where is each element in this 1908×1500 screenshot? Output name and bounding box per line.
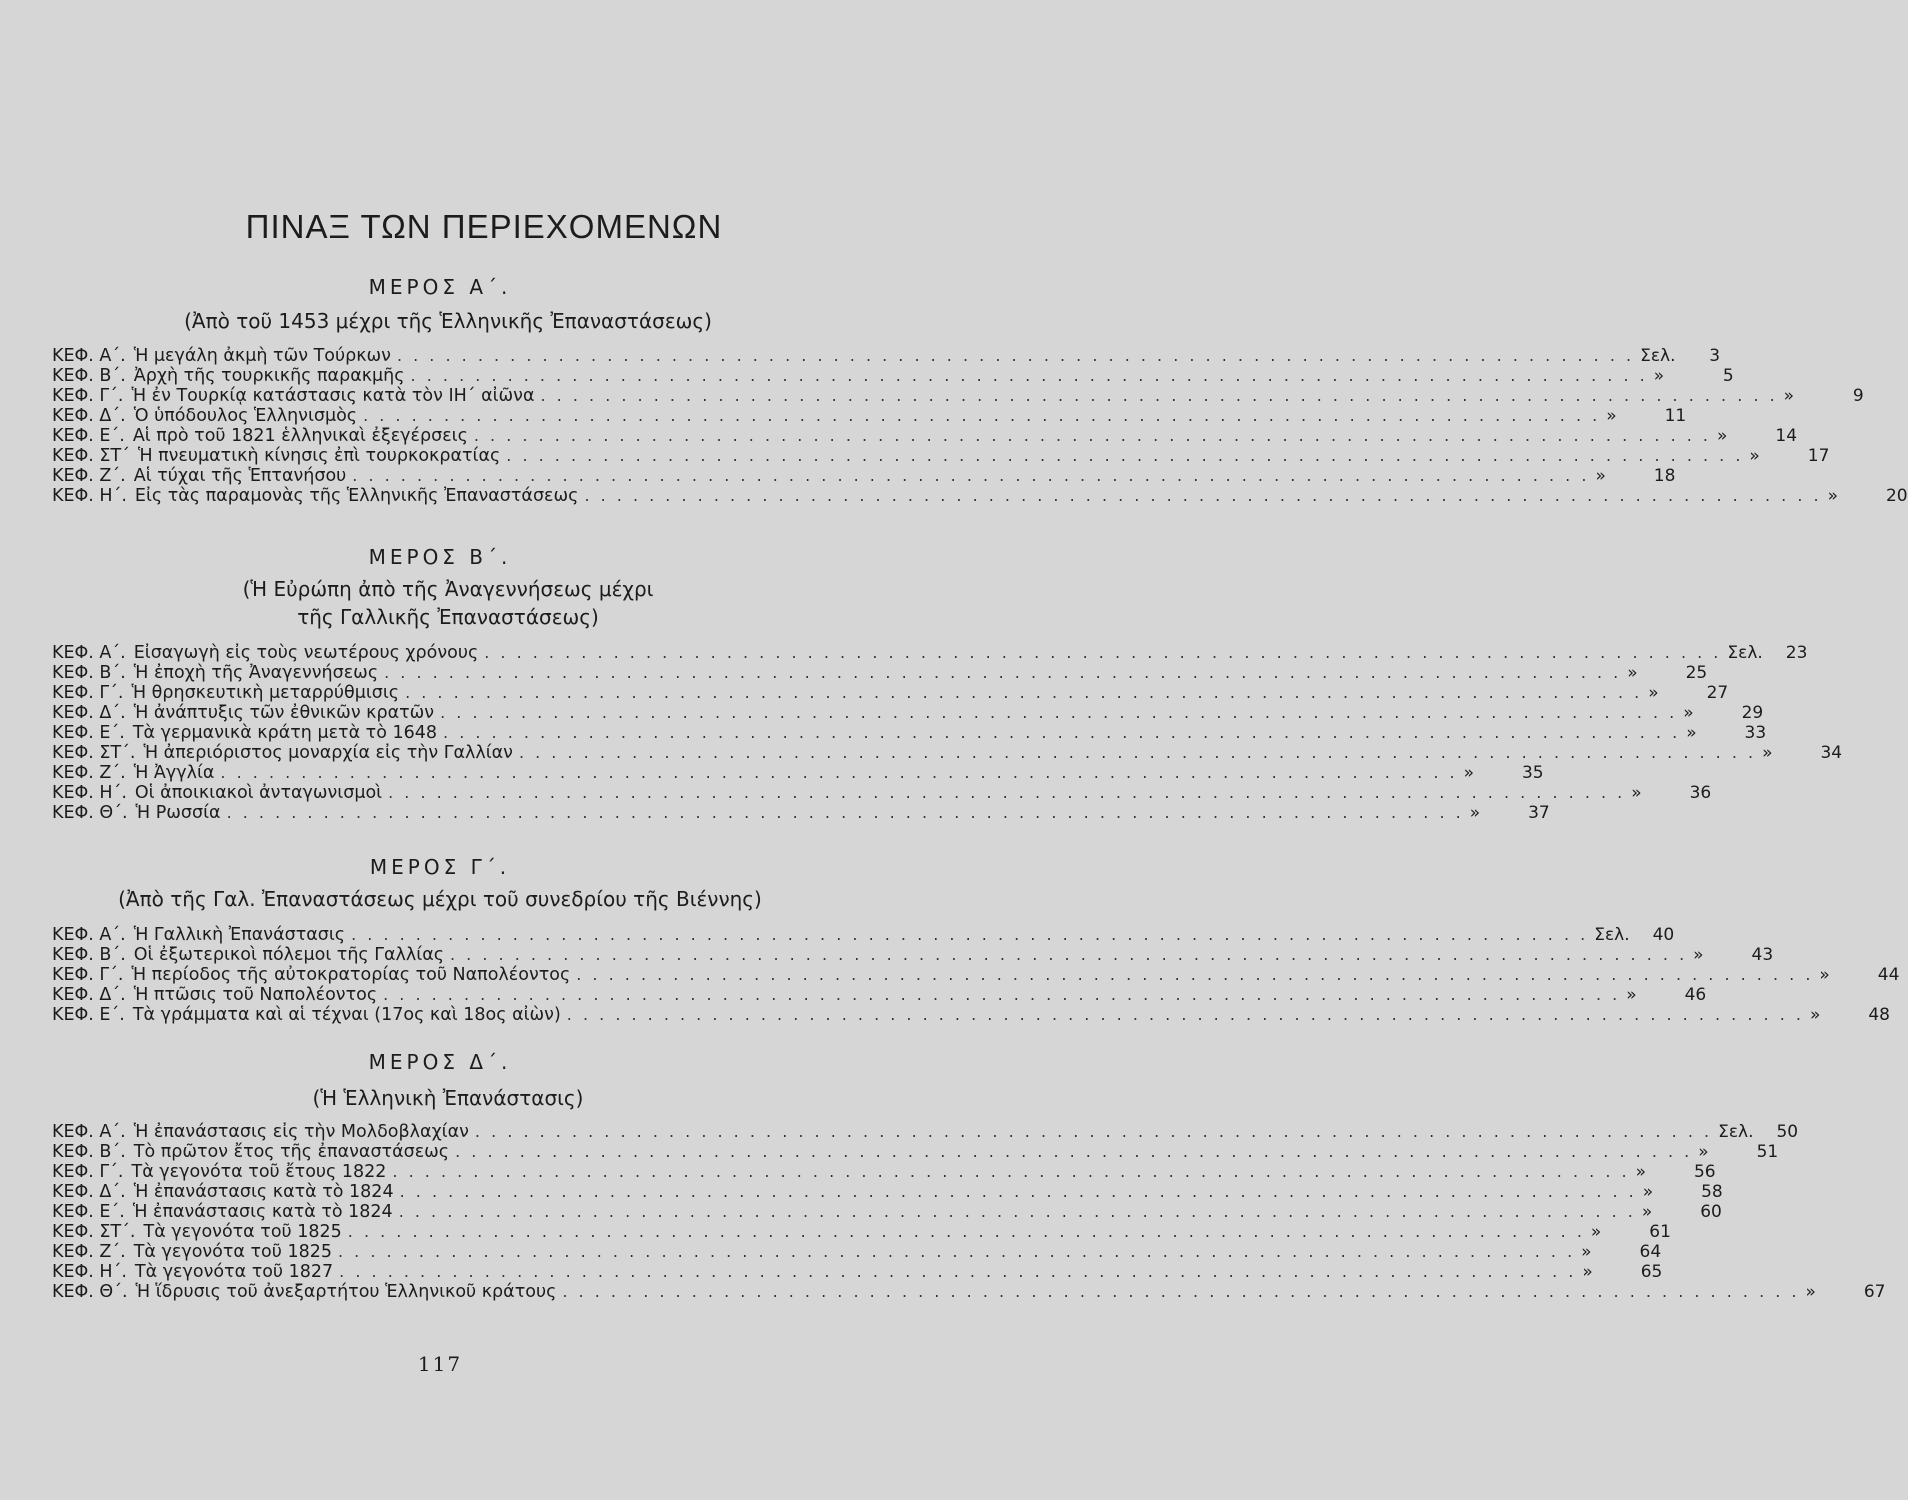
chapter-number: ΚΕΦ. Ε΄.	[52, 426, 125, 446]
part-a-heading: ΜΕΡΟΣ Α΄.	[368, 275, 512, 299]
page-marker: »	[1683, 703, 1694, 723]
toc-entry[interactable]	[52, 683, 1729, 703]
chapter-number: ΚΕΦ. Β΄.	[52, 945, 126, 965]
chapter-title: Ἡ πτῶσις τοῦ Ναπολέοντος	[133, 985, 378, 1005]
page-ref: 36	[1689, 783, 1712, 803]
part-a-toc	[52, 346, 1908, 506]
toc-entry[interactable]	[52, 703, 1764, 723]
chapter-title: Ἡ Γαλλικὴ Ἐπανάστασις	[133, 925, 346, 945]
toc-entry[interactable]	[52, 466, 1676, 486]
toc-entry[interactable]	[52, 346, 1721, 366]
page-marker: »	[1582, 1262, 1593, 1282]
part-d-toc	[52, 1122, 1886, 1302]
part-c-toc	[52, 925, 1900, 1025]
chapter-title: Εἰς τὰς παραμονὰς τῆς Ἑλληνικῆς Ἐπαναστάσεως	[134, 486, 579, 506]
page-ref: 65	[1640, 1262, 1663, 1282]
dot-leader	[469, 1122, 1712, 1142]
page-marker: »	[1469, 803, 1481, 823]
page-marker: Σελ.	[1640, 346, 1676, 366]
dot-leader	[444, 945, 1687, 965]
page-ref: 61	[1649, 1222, 1671, 1242]
dot-leader	[382, 783, 1625, 803]
page-ref: 33	[1744, 723, 1767, 743]
page-marker: »	[1463, 763, 1474, 783]
dot-leader	[345, 925, 1588, 945]
toc-entry[interactable]	[52, 763, 1544, 783]
chapter-title: Αἱ πρὸ τοῦ 1821 ἑλληνικαὶ ἐξεγέρσεις	[132, 426, 468, 446]
chapter-number: ΚΕΦ. ΣΤ΄.	[52, 1222, 136, 1242]
dot-leader	[434, 703, 1677, 723]
chapter-number: ΚΕΦ. Γ΄.	[52, 965, 124, 985]
page-ref: 37	[1528, 803, 1550, 823]
page-marker: »	[1627, 663, 1638, 683]
toc-entry[interactable]	[52, 1122, 1799, 1142]
page-ref: 60	[1700, 1202, 1722, 1222]
toc-entry[interactable]	[52, 803, 1550, 823]
page-marker: »	[1717, 426, 1728, 446]
page-title: ΠΙΝΑΞ ΤΩΝ ΠΕΡΙΕΧΟΜΕΝΩΝ	[245, 208, 723, 245]
page-marker: »	[1749, 446, 1760, 466]
chapter-number: ΚΕΦ. Α΄.	[52, 346, 126, 366]
page-ref: 3	[1709, 346, 1721, 366]
page-marker: Σελ.	[1594, 925, 1630, 945]
page-ref: 18	[1653, 466, 1676, 486]
chapter-number: ΚΕΦ. Ζ΄.	[52, 466, 126, 486]
page-ref: 64	[1639, 1242, 1662, 1262]
toc-entry[interactable]	[52, 723, 1767, 743]
chapter-title: Ἡ ἐποχὴ τῆς Ἀναγεννήσεως	[133, 663, 379, 683]
page-marker: »	[1631, 783, 1642, 803]
dot-leader	[386, 1162, 1629, 1182]
page-marker: »	[1762, 743, 1773, 763]
dot-leader	[405, 366, 1648, 386]
page-marker: »	[1783, 386, 1795, 406]
toc-entry[interactable]	[52, 446, 1830, 466]
page-marker: »	[1686, 723, 1697, 743]
page-marker: Σελ.	[1718, 1122, 1754, 1142]
chapter-number: ΚΕΦ. Ε΄.	[52, 723, 125, 743]
dot-leader	[377, 985, 1620, 1005]
chapter-title: Ἡ μεγάλη ἀκμὴ τῶν Τούρκων	[133, 346, 391, 366]
chapter-number: ΚΕΦ. Η΄.	[52, 783, 127, 803]
chapter-number: ΚΕΦ. Δ΄.	[52, 985, 126, 1005]
chapter-number: ΚΕΦ. Ζ΄.	[52, 763, 126, 783]
chapter-title: Οἱ ἐξωτερικοὶ πόλεμοι τῆς Γαλλίας	[133, 945, 444, 965]
chapter-number: ΚΕΦ. Γ΄.	[52, 683, 124, 703]
chapter-number: ΚΕΦ. ΣΤ΄	[52, 446, 130, 466]
page-ref: 23	[1785, 643, 1808, 663]
chapter-title: Ἡ ἐπανάστασις εἰς τὴν Μολδοβλαχίαν	[133, 1122, 469, 1142]
page-marker: »	[1595, 466, 1606, 486]
dot-leader	[342, 1222, 1585, 1242]
dot-leader	[346, 466, 1589, 486]
dot-leader	[535, 386, 1778, 406]
part-b-subtitle-line-2: τῆς Γαλλικῆς Ἐπαναστάσεως)	[297, 605, 599, 629]
chapter-number: ΚΕΦ. Ε΄.	[52, 1202, 125, 1222]
page-ref: 43	[1751, 945, 1774, 965]
chapter-title: Ἡ ἐν Τουρκίᾳ κατάστασις κατὰ τὸν ΙΗ΄ αἰῶνα	[131, 386, 535, 406]
part-b-subtitle-line-1: (Ἡ Εὐρώπη ἀπὸ τῆς Ἀναγεννήσεως μέχρι	[242, 577, 654, 601]
toc-entry[interactable]	[52, 643, 1808, 663]
dot-leader	[468, 426, 1711, 446]
toc-entry[interactable]	[52, 406, 1687, 426]
chapter-number: ΚΕΦ. Η΄.	[52, 1262, 127, 1282]
page-marker: »	[1635, 1162, 1646, 1182]
page-marker: »	[1819, 965, 1830, 985]
chapter-title: Ἡ ἵδρυσις τοῦ ἀνεξαρτήτου Ἑλληνικοῦ κράτους	[135, 1282, 557, 1302]
dot-leader	[221, 803, 1464, 823]
dot-leader	[357, 406, 1600, 426]
chapter-number: ΚΕΦ. Δ΄.	[52, 406, 126, 426]
page-marker: Σελ.	[1727, 643, 1763, 663]
part-a-subtitle: (Ἀπὸ τοῦ 1453 μέχρι τῆς Ἑλληνικῆς Ἐπαναστάσεως)	[184, 309, 712, 333]
part-c-heading: ΜΕΡΟΣ Γ΄.	[369, 855, 511, 879]
page-marker: »	[1642, 1182, 1654, 1202]
dot-leader	[500, 446, 1743, 466]
toc-entry[interactable]	[52, 925, 1675, 945]
dot-leader	[391, 346, 1634, 366]
chapter-title: Τὰ γεγονότα τοῦ 1825	[143, 1222, 342, 1242]
chapter-title: Τὰ γράμματα καὶ αἱ τέχναι (17ος καὶ 18ος αἰὼν)	[132, 1005, 561, 1025]
page-ref: 9	[1852, 386, 1864, 406]
dot-leader	[578, 486, 1821, 506]
page-ref: 11	[1664, 406, 1687, 426]
page-marker: »	[1698, 1142, 1709, 1162]
toc-entry[interactable]	[52, 1202, 1722, 1222]
chapter-title: Τὰ γερμανικὰ κράτη μετὰ τὸ 1648	[132, 723, 438, 743]
dot-leader	[333, 1262, 1576, 1282]
chapter-number: ΚΕΦ. Α΄.	[52, 643, 126, 663]
chapter-number: ΚΕΦ. Β΄.	[52, 1142, 126, 1162]
chapter-number: ΚΕΦ. Γ΄.	[52, 386, 124, 406]
page-ref: 34	[1820, 743, 1843, 763]
page-ref: 50	[1776, 1122, 1799, 1142]
dot-leader	[556, 1282, 1799, 1302]
page-ref: 46	[1684, 985, 1707, 1005]
part-d-subtitle: (Ἡ Ἑλληνικὴ Ἐπανάστασις)	[312, 1086, 584, 1110]
toc-entry[interactable]	[52, 486, 1908, 506]
page-ref: 25	[1685, 663, 1708, 683]
page-ref: 48	[1868, 1005, 1890, 1025]
toc-entry[interactable]	[52, 1005, 1890, 1025]
page-ref: 5	[1722, 366, 1734, 386]
page-marker: »	[1626, 985, 1637, 1005]
chapter-title: Ὁ ὑπόδουλος Ἑλληνισμὸς	[133, 406, 358, 426]
chapter-title: Ἡ ἐπανάστασις κατὰ τὸ 1824	[132, 1202, 393, 1222]
toc-entry[interactable]	[52, 1222, 1671, 1242]
part-b-toc	[52, 643, 1843, 823]
chapter-title: Οἱ ἀποικιακοὶ ἀνταγωνισμοὶ	[134, 783, 383, 803]
page-ref: 20	[1885, 486, 1908, 506]
chapter-title: Ἡ ἀνάπτυξις τῶν ἐθνικῶν κρατῶν	[133, 703, 435, 723]
page-marker: »	[1648, 683, 1659, 703]
toc-entry[interactable]	[52, 1282, 1886, 1302]
toc-entry[interactable]	[52, 366, 1734, 386]
page-ref: 56	[1693, 1162, 1716, 1182]
toc-entry[interactable]	[52, 426, 1798, 446]
chapter-number: ΚΕΦ. Α΄.	[52, 925, 126, 945]
toc-entry[interactable]	[52, 1262, 1663, 1282]
dot-leader	[399, 683, 1642, 703]
dot-leader	[449, 1142, 1692, 1162]
dot-leader	[393, 1202, 1636, 1222]
dot-leader	[332, 1242, 1575, 1262]
chapter-number: ΚΕΦ. Ζ΄.	[52, 1242, 126, 1262]
page-ref: 14	[1775, 426, 1798, 446]
page-ref: 17	[1807, 446, 1830, 466]
page-ref: 58	[1701, 1182, 1723, 1202]
page-marker: »	[1653, 366, 1665, 386]
chapter-title: Τὰ γεγονότα τοῦ 1827	[134, 1262, 334, 1282]
chapter-number: ΚΕΦ. Δ΄.	[52, 1182, 126, 1202]
toc-entry[interactable]	[52, 985, 1707, 1005]
chapter-title: Τὸ πρῶτον ἔτος τῆς ἐπαναστάσεως	[133, 1142, 450, 1162]
dot-leader	[437, 723, 1680, 743]
chapter-number: ΚΕΦ. ΣΤ΄.	[52, 743, 136, 763]
page-marker: »	[1590, 1222, 1602, 1242]
page-number: 117	[417, 1352, 463, 1376]
chapter-number: ΚΕΦ. Α΄.	[52, 1122, 126, 1142]
page-ref: 44	[1877, 965, 1900, 985]
chapter-title: Τὰ γεγονότα τοῦ 1825	[133, 1242, 332, 1262]
chapter-number: ΚΕΦ. Θ΄.	[52, 1282, 128, 1302]
chapter-title: Τὰ γεγονότα τοῦ ἔτους 1822	[131, 1162, 387, 1182]
chapter-number: ΚΕΦ. Ε΄.	[52, 1005, 125, 1025]
part-b-heading: ΜΕΡΟΣ Β΄.	[368, 545, 512, 569]
page-ref: 51	[1756, 1142, 1779, 1162]
page-ref: 67	[1863, 1282, 1886, 1302]
chapter-number: ΚΕΦ. Β΄.	[52, 366, 126, 386]
page-marker: »	[1581, 1242, 1592, 1262]
page-marker: »	[1805, 1282, 1816, 1302]
chapter-title: Ἡ Ἀγγλία	[133, 763, 215, 783]
part-c-subtitle: (Ἀπὸ τῆς Γαλ. Ἐπαναστάσεως μέχρι τοῦ συνεδρίου τῆς Βιέννης)	[118, 887, 762, 911]
page-ref: 35	[1521, 763, 1544, 783]
toc-entry[interactable]	[52, 945, 1774, 965]
dot-leader	[570, 965, 1813, 985]
page-ref: 27	[1706, 683, 1729, 703]
toc-entry[interactable]	[52, 386, 1864, 406]
page-marker: »	[1827, 486, 1838, 506]
toc-entry[interactable]	[52, 965, 1900, 985]
page-marker: »	[1809, 1005, 1821, 1025]
toc-entry[interactable]	[52, 1142, 1779, 1162]
toc-entry[interactable]	[52, 1182, 1723, 1202]
toc-entry[interactable]	[52, 1162, 1716, 1182]
dot-leader	[394, 1182, 1637, 1202]
chapter-title: Ἡ πνευματικὴ κίνησις ἐπὶ τουρκοκρατίας	[137, 446, 501, 466]
chapter-title: Εἰσαγωγὴ εἰς τοὺς νεωτέρους χρόνους	[133, 643, 479, 663]
page-ref: 40	[1652, 925, 1675, 945]
chapter-number: ΚΕΦ. Η΄.	[52, 486, 127, 506]
chapter-title: Ἡ θρησκευτικὴ μεταρρύθμισις	[131, 683, 400, 703]
page-ref: 29	[1741, 703, 1764, 723]
chapter-number: ΚΕΦ. Θ΄.	[52, 803, 128, 823]
part-d-heading: ΜΕΡΟΣ Δ΄.	[368, 1050, 512, 1074]
chapter-title: Ἡ ἐπανάστασις κατὰ τὸ 1824	[133, 1182, 394, 1202]
chapter-number: ΚΕΦ. Δ΄.	[52, 703, 126, 723]
dot-leader	[513, 743, 1756, 763]
chapter-title: Ἀρχὴ τῆς τουρκικῆς παρακμῆς	[133, 366, 405, 386]
toc-entry[interactable]	[52, 1242, 1662, 1262]
chapter-number: ΚΕΦ. Β΄.	[52, 663, 126, 683]
page-marker: »	[1641, 1202, 1653, 1222]
dot-leader	[561, 1005, 1804, 1025]
dot-leader	[378, 663, 1621, 683]
page-marker: »	[1693, 945, 1704, 965]
dot-leader	[214, 763, 1457, 783]
page-marker: »	[1606, 406, 1617, 426]
toc-entry[interactable]	[52, 743, 1843, 763]
chapter-number: ΚΕΦ. Γ΄.	[52, 1162, 124, 1182]
dot-leader	[478, 643, 1721, 663]
toc-entry[interactable]	[52, 663, 1708, 683]
chapter-title: Ἡ ἀπεριόριστος μοναρχία εἰς τὴν Γαλλίαν	[143, 743, 513, 763]
chapter-title: Ἡ περίοδος τῆς αὐτοκρατορίας τοῦ Ναπολέοντος	[131, 965, 571, 985]
chapter-title: Ἡ Ρωσσία	[135, 803, 221, 823]
chapter-title: Αἱ τύχαι τῆς Ἑπτανήσου	[133, 466, 347, 486]
toc-entry[interactable]	[52, 783, 1712, 803]
